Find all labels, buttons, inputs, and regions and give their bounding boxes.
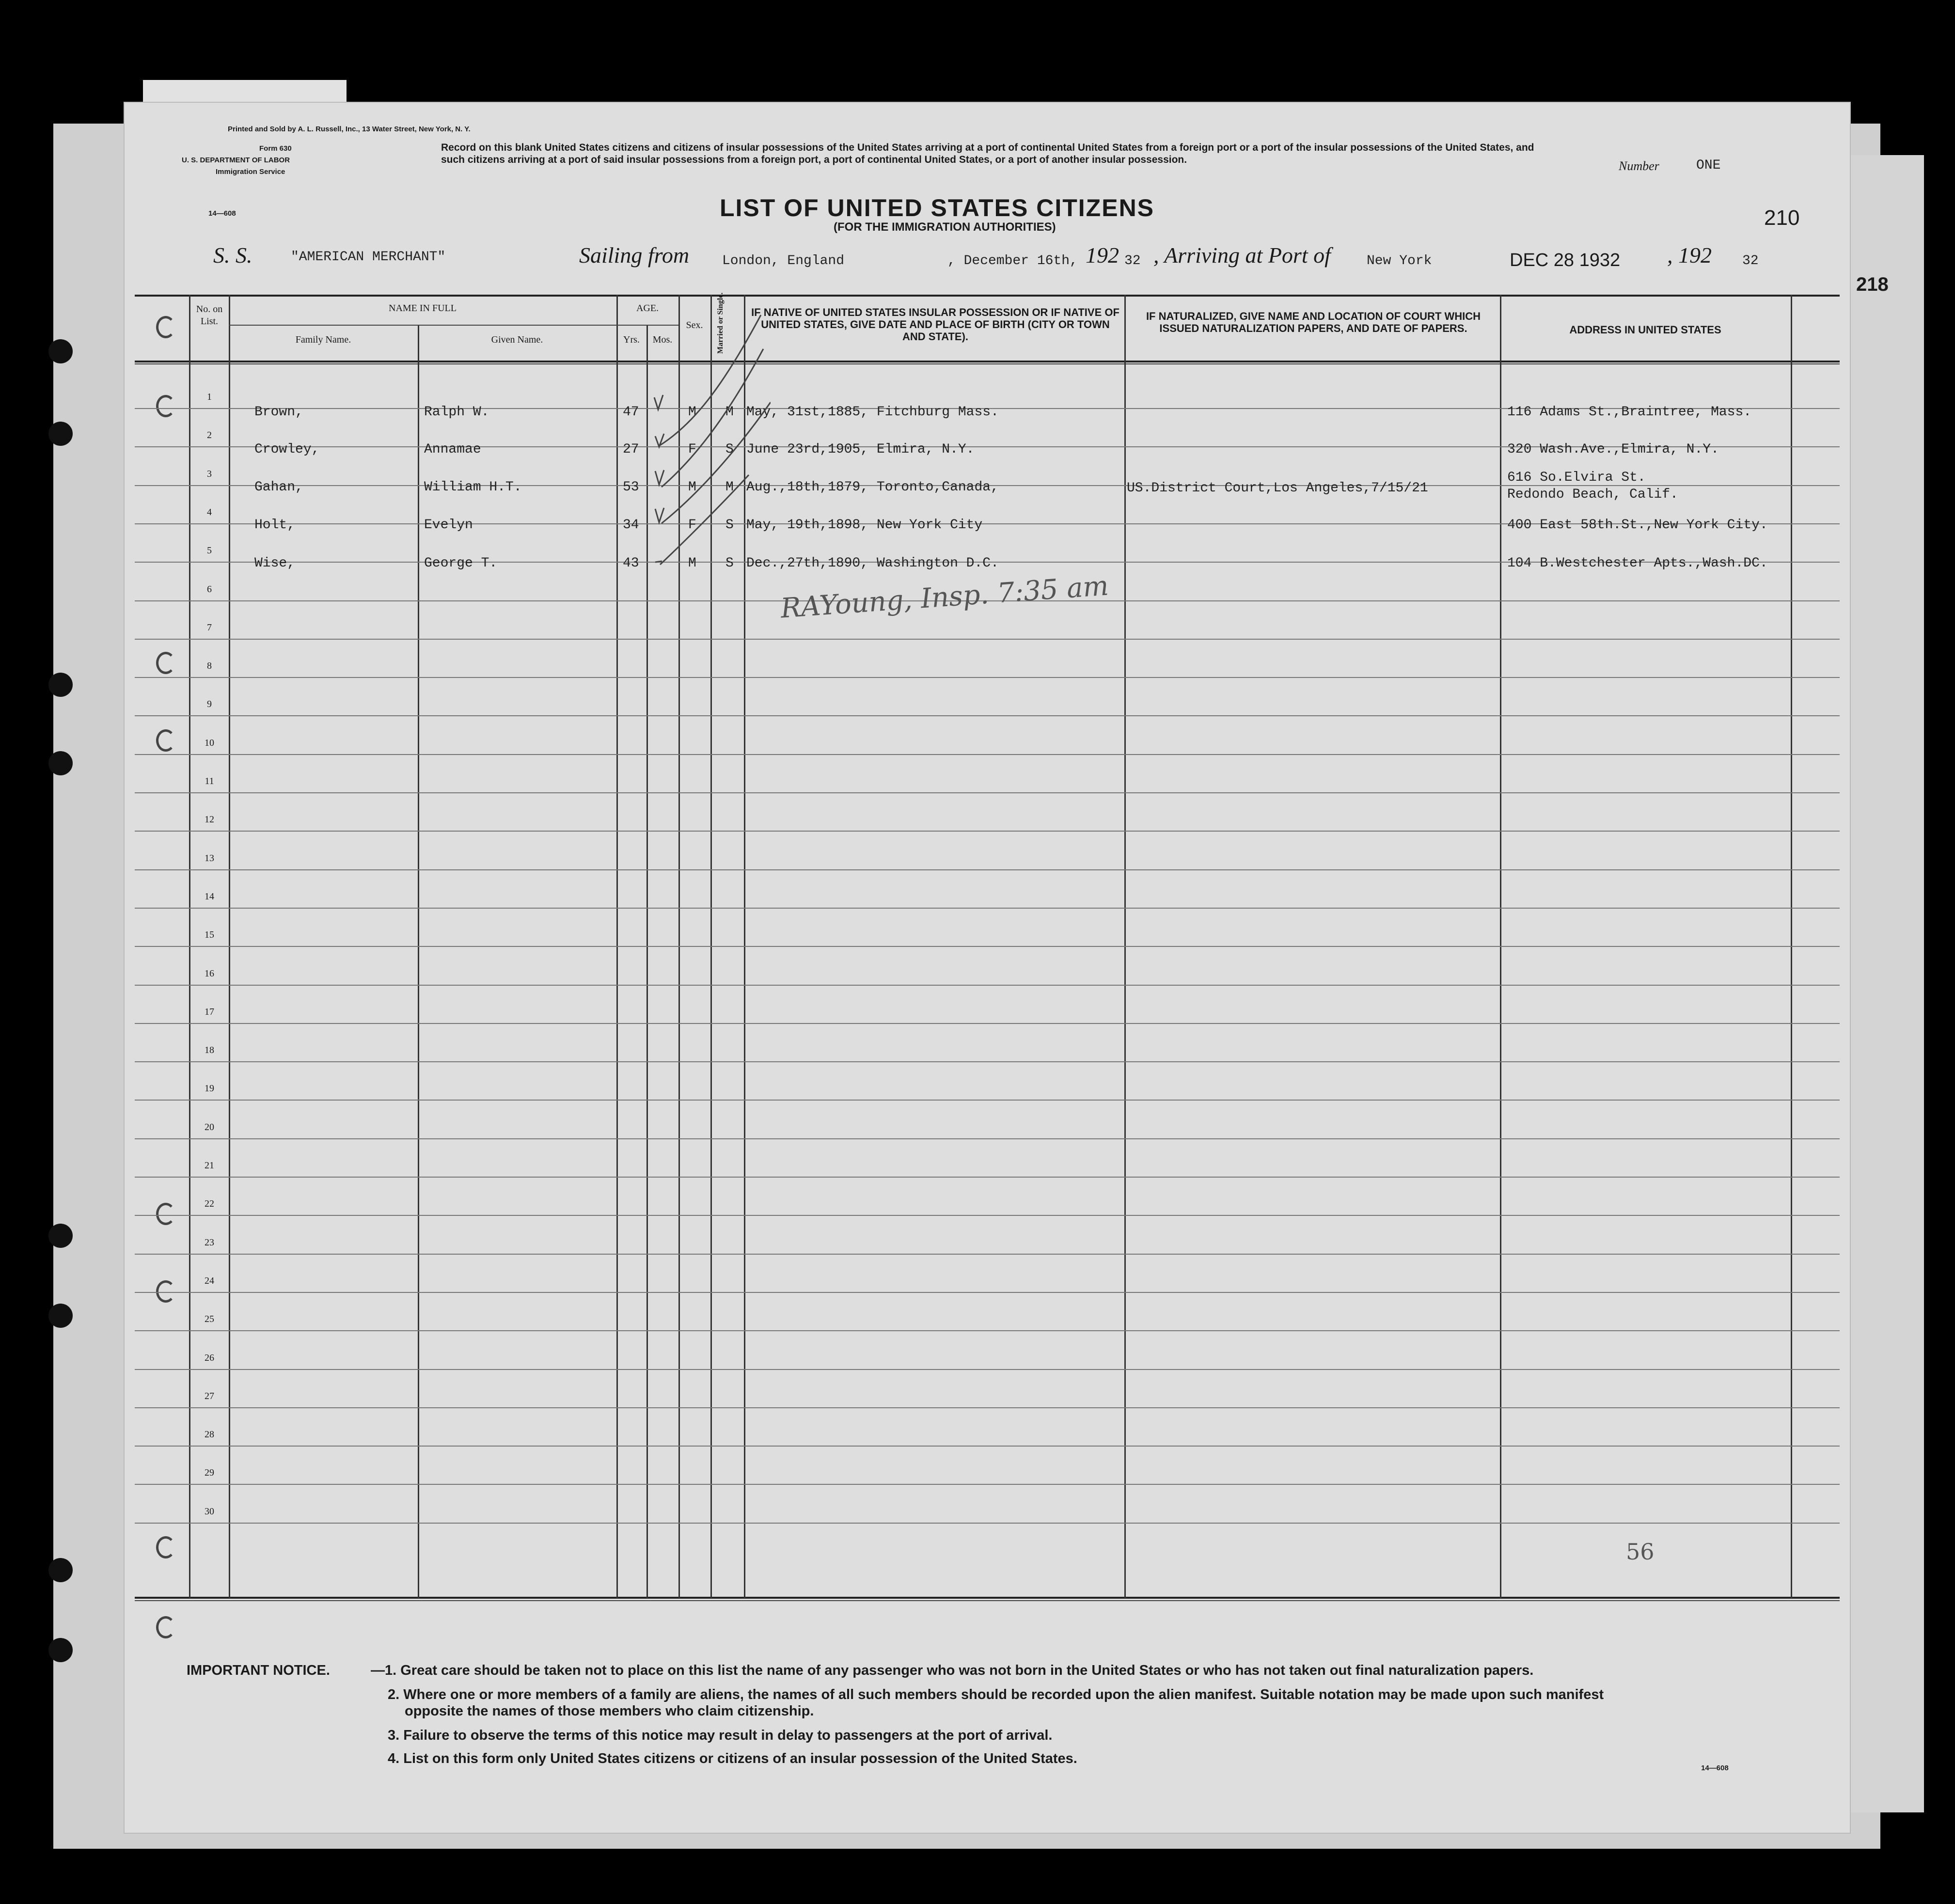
punch-hole	[48, 673, 73, 697]
row-number: 7	[207, 622, 212, 633]
row-line	[135, 639, 1840, 640]
row-number: 20	[205, 1121, 214, 1133]
row-number: 25	[205, 1314, 214, 1325]
year-prefix: 192	[1086, 243, 1119, 268]
sex: M	[688, 480, 696, 495]
row-line	[135, 1523, 1840, 1524]
table-bottom-border	[135, 1597, 1840, 1599]
arrival-stamp: DEC 28 1932	[1510, 250, 1621, 270]
side-stamp: 218	[1856, 274, 1889, 295]
marital-status: S	[725, 556, 734, 571]
ship-name: "AMERICAN MERCHANT"	[291, 250, 446, 265]
birth-info: May, 19th,1898, New York City	[746, 518, 983, 533]
service: Immigration Service	[216, 168, 285, 176]
birth-info: June 23rd,1905, Elmira, N.Y.	[746, 442, 975, 457]
check-stroke	[662, 349, 763, 487]
row-line	[135, 792, 1840, 793]
number-value: ONE	[1696, 158, 1721, 173]
row-line	[135, 869, 1840, 870]
row-number: 24	[205, 1275, 214, 1286]
binder-ring	[156, 316, 175, 338]
punch-hole	[48, 1224, 73, 1248]
col-header-family-name: Family Name.	[295, 334, 351, 345]
age-years: 34	[623, 518, 639, 533]
row-number: 29	[205, 1467, 214, 1479]
marital-status: S	[725, 518, 734, 533]
row-number: 26	[205, 1352, 214, 1363]
punch-hole	[48, 1638, 73, 1662]
check-mark	[655, 470, 664, 485]
arriving-port: New York	[1367, 253, 1432, 268]
row-number: 28	[205, 1429, 214, 1440]
row-line	[135, 754, 1840, 755]
header-bottom-border	[135, 361, 1840, 362]
family-name: Brown,	[254, 405, 303, 420]
row-line	[135, 1215, 1840, 1216]
col-header-yrs: Yrs.	[623, 334, 640, 345]
row-number: 27	[205, 1390, 214, 1401]
col-header-no: No. on List.	[196, 304, 223, 327]
form-subtitle: (FOR THE IMMIGRATION AUTHORITIES)	[834, 220, 1056, 234]
address-line-1: 400 East 58th.St.,New York City.	[1507, 518, 1768, 533]
row-line	[135, 1254, 1840, 1255]
notice-item-1: —1. Great care should be taken not to place on this list the name of any passenger who was not born in the United States or who has not taken out final naturalization papers.	[371, 1663, 1534, 1678]
row-line	[135, 908, 1840, 909]
row-number: 17	[205, 1006, 214, 1017]
header-bottom-border-2	[135, 363, 1840, 364]
row-number: 13	[205, 852, 214, 864]
row-number: 6	[207, 583, 212, 595]
check-mark	[655, 508, 664, 522]
name-subheader-line	[229, 325, 616, 326]
row-line	[135, 1407, 1840, 1408]
family-name: Holt,	[254, 518, 296, 533]
table-bottom-border-2	[135, 1600, 1840, 1601]
arriving-label: , Arriving at Port of	[1153, 243, 1331, 268]
year-prefix-2: , 192	[1667, 243, 1712, 268]
punch-hole	[48, 1304, 73, 1328]
sex: M	[688, 405, 696, 420]
binder-ring	[156, 1616, 175, 1638]
row-line	[135, 831, 1840, 832]
row-line	[135, 1100, 1840, 1101]
row-line	[135, 1023, 1840, 1024]
sex: F	[688, 518, 696, 533]
punch-hole	[48, 751, 73, 775]
row-line	[135, 1446, 1840, 1447]
row-number: 4	[207, 506, 212, 518]
row-number: 9	[207, 699, 212, 710]
row-line	[135, 677, 1840, 678]
sex: M	[688, 556, 696, 571]
address-line-1: 104 B.Westchester Apts.,Wash.DC.	[1507, 556, 1768, 571]
row-line	[135, 1369, 1840, 1370]
row-number: 15	[205, 929, 214, 941]
notice-item-2b: opposite the names of those members who claim citizenship.	[405, 1703, 814, 1719]
row-line	[135, 946, 1840, 947]
naturalization-info: US.District Court,Los Angeles,7/15/21	[1127, 481, 1428, 496]
check-marks	[645, 300, 771, 591]
birth-info: Dec.,27th,1890, Washington D.C.	[746, 556, 999, 571]
row-number: 1	[207, 392, 212, 402]
col-header-given-name: Given Name.	[491, 334, 543, 345]
col-header-mos: Mos.	[652, 334, 673, 345]
family-name: Crowley,	[254, 442, 320, 457]
form-number: Form 630	[259, 144, 292, 153]
row-number: 3	[207, 468, 212, 479]
family-name: Wise,	[254, 556, 296, 571]
ss-label: S. S.	[213, 243, 252, 268]
notice-item-3: 3. Failure to observe the terms of this notice may result in delay to passengers at the port of arrival.	[388, 1728, 1053, 1743]
sailing-date: , December 16th,	[947, 253, 1078, 268]
row-number: 5	[207, 545, 212, 556]
row-number: 16	[205, 968, 214, 979]
row-number: 14	[205, 891, 214, 902]
punch-hole	[48, 339, 73, 363]
arrival-year: 32	[1742, 253, 1759, 268]
right-sheet-edge	[1842, 155, 1924, 1812]
form-title: LIST OF UNITED STATES CITIZENS	[720, 194, 1155, 221]
notice-code: 14—608	[1701, 1764, 1729, 1772]
row-number: 8	[207, 661, 212, 672]
marital-status: M	[725, 405, 734, 420]
given-name: George T.	[424, 556, 498, 571]
table-top-border	[135, 295, 1840, 297]
binder-ring	[156, 1203, 175, 1225]
sailing-from: London, England	[722, 253, 845, 268]
row-number: 2	[207, 430, 212, 441]
check-mark	[654, 395, 663, 409]
row-line	[135, 985, 1840, 986]
binder-ring	[156, 395, 175, 417]
marital-status: M	[725, 480, 734, 495]
sailing-label: Sailing from	[579, 243, 690, 268]
row-line	[135, 1061, 1840, 1062]
binder-ring	[156, 1536, 175, 1558]
row-number: 30	[205, 1506, 214, 1517]
row-number: 10	[205, 737, 214, 748]
row-line	[135, 1138, 1840, 1139]
punch-hole	[48, 1558, 73, 1582]
given-name: William H.T.	[424, 480, 522, 495]
row-number: 12	[205, 814, 214, 825]
address-line-1: 320 Wash.Ave.,Elmira, N.Y.	[1507, 442, 1719, 457]
handwritten-count: 56	[1626, 1539, 1655, 1565]
row-number: 22	[205, 1198, 214, 1210]
given-name: Evelyn	[424, 518, 473, 533]
inspector-signature: RAYoung, Insp. 7:35 am	[779, 570, 1110, 625]
col-header-address: ADDRESS IN UNITED STATES	[1569, 324, 1721, 336]
address-line-1: 116 Adams St.,Braintree, Mass.	[1507, 405, 1752, 420]
row-line	[135, 1292, 1840, 1293]
birth-info: Aug.,18th,1879, Toronto,Canada,	[746, 480, 999, 495]
age-years: 43	[623, 556, 639, 571]
address-line-1: 616 So.Elvira St.	[1507, 470, 1646, 485]
check-mark	[655, 561, 662, 562]
age-years: 53	[623, 480, 639, 495]
sex: F	[688, 442, 696, 457]
given-name: Annamae	[424, 442, 481, 457]
family-name: Gahan,	[254, 480, 303, 495]
number-label: Number	[1619, 159, 1659, 173]
row-line	[135, 1330, 1840, 1331]
notice-item-4: 4. List on this form only United States citizens or citizens of an insular possession of the United States.	[388, 1751, 1077, 1766]
col-header-name-in-full: NAME IN FULL	[389, 303, 457, 314]
row-number: 21	[205, 1160, 214, 1171]
row-number: 19	[205, 1083, 214, 1094]
check-stroke	[662, 402, 771, 523]
row-line	[135, 715, 1840, 716]
col-header-birth: IF NATIVE OF UNITED STATES INSULAR POSSESSION OR IF NATIVE OF UNITED STATES, GIVE DATE AND PLACE OF BIRTH (CITY OR TOWN AND STATE).	[751, 306, 1119, 343]
address-line-2: Redondo Beach, Calif.	[1507, 487, 1678, 502]
row-number: 23	[205, 1237, 214, 1248]
col-header-age: AGE.	[636, 303, 659, 314]
col-header-sex: Sex.	[686, 320, 703, 330]
notice-item-2a: 2. Where one or more members of a family are aliens, the names of all such members should be recorded upon the alien manifest. Suitable notation may be made upon such manifest	[388, 1687, 1604, 1702]
notice-heading: IMPORTANT NOTICE.	[187, 1663, 330, 1678]
form-code: 14—608	[208, 209, 236, 218]
col-header-naturalized: IF NATURALIZED, GIVE NAME AND LOCATION OF COURT WHICH ISSUED NATURALIZATION PAPERS, AND DATE OF PAPERS.	[1146, 310, 1481, 334]
given-name: Ralph W.	[424, 405, 489, 420]
age-years: 27	[623, 442, 639, 457]
page-stamp: 210	[1764, 206, 1800, 230]
marital-status: S	[725, 442, 734, 457]
binder-ring	[156, 729, 175, 752]
record-instructions: Record on this blank United States citizens and citizens of insular possessions of the United States arriving at a port of continental United States from a foreign port or a port of the insular possessions of the United States, and such citizens arriving at a port of said insular possessions from a foreign port, a port of continental United States, or a port of another insular possession.	[441, 142, 1534, 165]
age-years: 47	[623, 405, 639, 420]
row-line	[135, 1484, 1840, 1485]
check-stroke	[660, 475, 749, 565]
printer-line: Printed and Sold by A. L. Russell, Inc., 13 Water Street, New York, N. Y.	[228, 125, 471, 133]
department: U. S. DEPARTMENT OF LABOR	[182, 156, 290, 164]
col-header-married: Married or Single.	[716, 292, 725, 354]
row-number: 11	[205, 776, 214, 787]
sailing-year: 32	[1124, 253, 1141, 268]
row-line	[135, 1177, 1840, 1178]
row-number: 18	[205, 1045, 214, 1056]
punch-hole	[48, 422, 73, 446]
birth-info: May, 31st,1885, Fitchburg Mass.	[746, 405, 999, 420]
binder-ring	[156, 652, 175, 674]
